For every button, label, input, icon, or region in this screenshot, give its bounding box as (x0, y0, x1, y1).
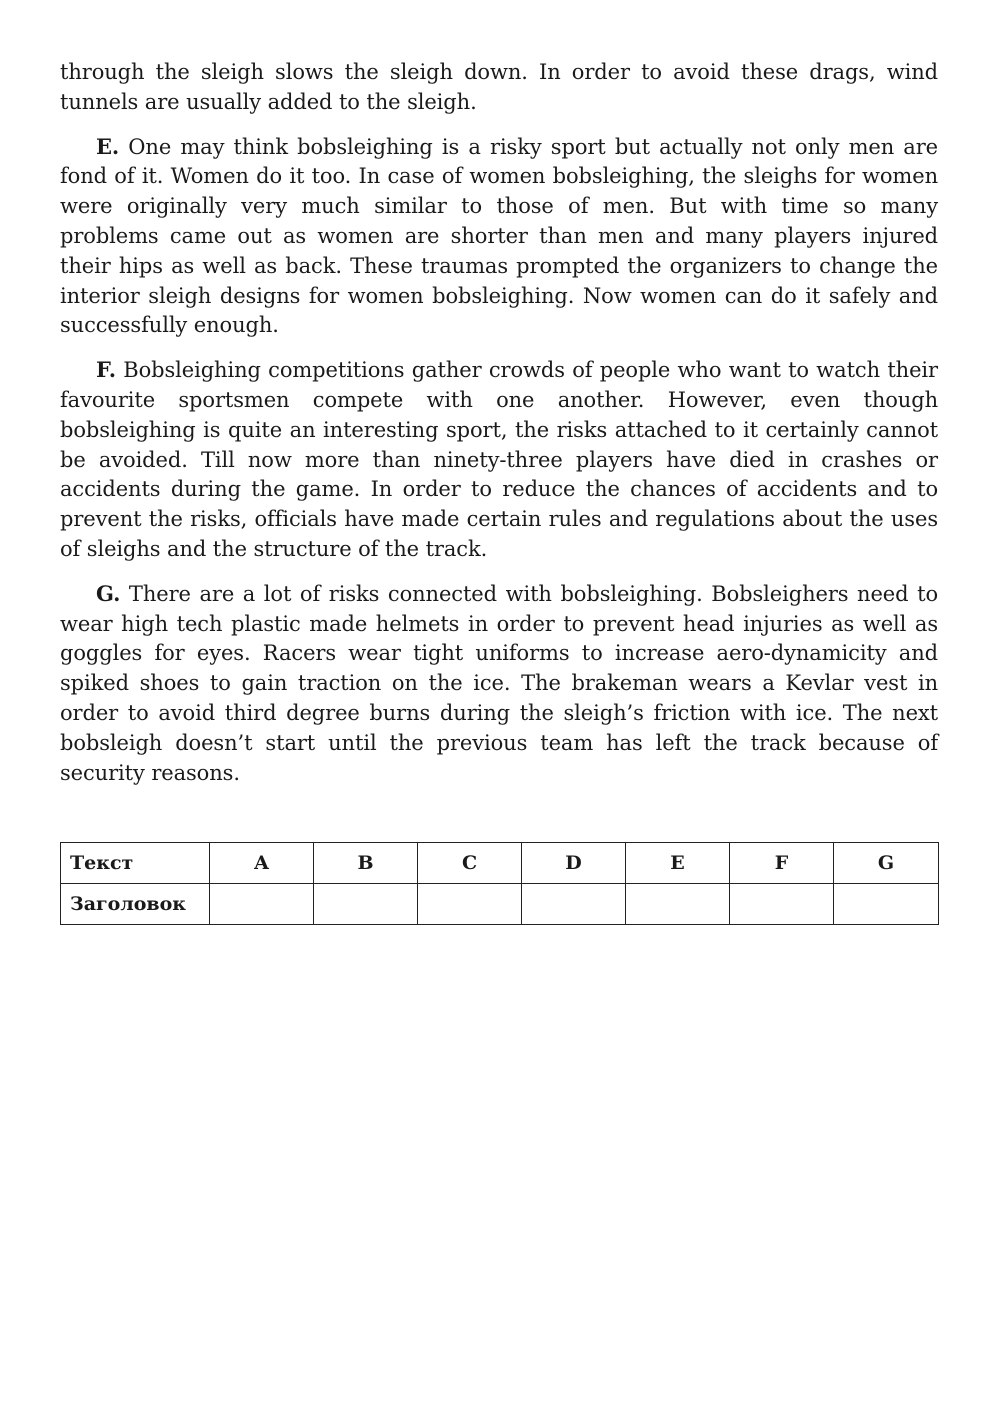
paragraph-g (60, 579, 938, 789)
answer-cell-g[interactable] (834, 884, 939, 925)
paragraph-letter: G. (96, 580, 121, 606)
text-body (60, 58, 938, 802)
column-header-d: D (522, 843, 626, 884)
paragraph-letter: F. (96, 357, 116, 383)
answer-cell-d[interactable] (522, 884, 626, 925)
table-row-heading (61, 884, 939, 925)
paragraph-letter: E. (96, 133, 120, 159)
paragraph-text: There are a lot of risks connected with bobsleighing. Bobsleighers need to wear high tech plastic made helmets in order to prevent head injuries as well as goggles for eyes. Racers wear tight uniforms to increase aero-dynamicity and spiked shoes to gain traction on the ice. The brakeman wears a Kevlar vest in order to avoid third degree burns during the sleigh’s friction with ice. The next bobsleigh doesn’t start until the previous team has left the track because of security reasons. (60, 581, 938, 785)
paragraph-f (60, 355, 938, 565)
column-header-g: G (834, 843, 939, 884)
paragraph-text: One may think bobsleighing is a risky sport but actually not only men are fond of it. Women do it too. In case of women bobsleighing, the sleighs for women were originally very much similar to those of men. But with time so many problems came out as women are shorter than men and many players injured their hips as well as back. These traumas prompted the organizers to change the interior sleigh designs for women bobsleighing. Now women can do it safely and successfully enough. (60, 134, 938, 338)
column-header-a: A (210, 843, 314, 884)
paragraph-e (60, 132, 938, 342)
row-label-text: Текст (61, 843, 210, 884)
paragraph-text: Bobsleighing competitions gather crowds of people who want to watch their favourite sportsmen compete with one another. However, even though bobsleighing is quite an interesting sport, the risks attached to it certainly cannot be avoided. Till now more than ninety-three players have died in crashes or accidents during the game. In order to reduce the chances of accidents and to prevent the risks, officials have made certain rules and regulations about the uses of sleighs and the structure of the track. (60, 358, 938, 561)
answer-cell-f[interactable] (730, 884, 834, 925)
answer-cell-c[interactable] (418, 884, 522, 925)
column-header-e: E (626, 843, 730, 884)
answer-cell-a[interactable] (210, 884, 314, 925)
answer-cell-b[interactable] (314, 884, 418, 925)
answer-table (60, 842, 939, 925)
answer-cell-e[interactable] (626, 884, 730, 925)
row-label-heading: Заголовок (61, 884, 210, 925)
paragraph-d-continuation (60, 58, 938, 118)
column-header-c: C (418, 843, 522, 884)
table-row-text (61, 843, 939, 884)
column-header-b: B (314, 843, 418, 884)
paragraph-text: through the sleigh slows the sleigh down. In order to avoid these drags, wind tunnels are usually added to the sleigh. (60, 60, 938, 114)
column-header-f: F (730, 843, 834, 884)
